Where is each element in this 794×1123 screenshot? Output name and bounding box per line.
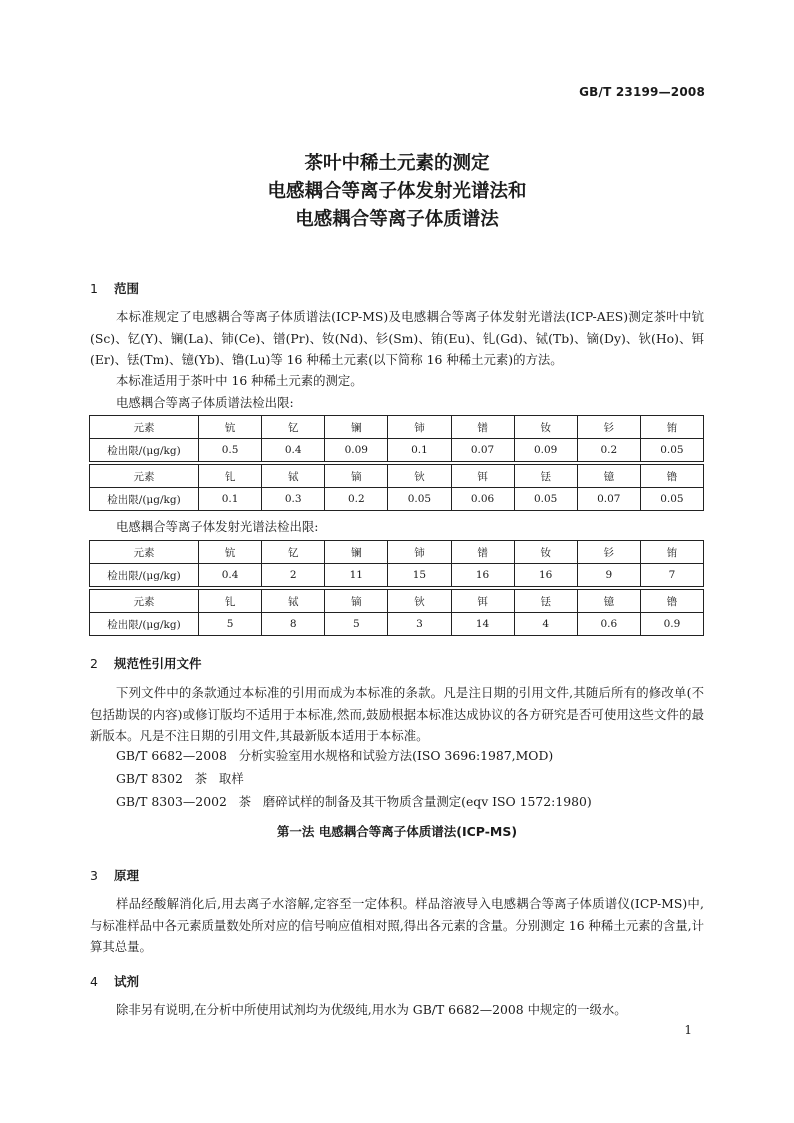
table-row — [90, 564, 704, 587]
table-cell: 0.1 — [199, 488, 262, 511]
section-title: 规范性引用文件 — [114, 656, 202, 671]
table-cell: 铕 — [640, 541, 703, 564]
table-cell: 铒 — [451, 465, 514, 488]
section-number: 1 — [90, 281, 98, 296]
table-cell: 7 — [640, 564, 703, 587]
element-label: 元素 — [90, 541, 199, 564]
table-cell: 0.05 — [640, 439, 703, 462]
table-cell: 钬 — [388, 465, 451, 488]
limit-label: 检出限/(μg/kg) — [90, 564, 199, 587]
table-cell: 铥 — [514, 590, 577, 613]
aes-table-caption: 电感耦合等离子体发射光谱法检出限: — [116, 519, 319, 534]
table-row — [90, 465, 704, 488]
table-cell: 0.07 — [577, 488, 640, 511]
table-row — [90, 488, 704, 511]
table-cell: 0.6 — [577, 613, 640, 636]
table-cell: 钆 — [199, 590, 262, 613]
section-number: 4 — [90, 974, 98, 989]
table-cell: 0.09 — [514, 439, 577, 462]
table-cell: 4 — [514, 613, 577, 636]
table-cell: 钬 — [388, 590, 451, 613]
table-cell: 镥 — [640, 590, 703, 613]
section-title: 范围 — [114, 281, 140, 296]
table-cell: 钇 — [262, 416, 325, 439]
table-cell: 铕 — [640, 416, 703, 439]
table-row — [90, 541, 704, 564]
table-cell: 铽 — [262, 590, 325, 613]
table-cell: 0.9 — [640, 613, 703, 636]
reference-gb-8303: GB/T 8303—2002 茶 磨碎试样的制备及其干物质含量测定(eqv ISO 1572:1980) — [116, 794, 592, 809]
table-cell: 0.4 — [262, 439, 325, 462]
section-2-para: 下列文件中的条款通过本标准的引用而成为本标准的条款。凡是注日期的引用文件,其随后所有的修改单(不包括勘误的内容)或修订版均不适用于本标准,然而,鼓励根据本标准达成协议的各方研究是否可使用这些文件的最新版本。凡是不注日期的引用文件,其最新版本适用于本标准。 — [90, 685, 704, 743]
ms-table-caption: 电感耦合等离子体质谱法检出限: — [116, 395, 294, 410]
table-cell: 0.5 — [199, 439, 262, 462]
section-4-heading — [90, 972, 139, 990]
table-cell: 16 — [451, 564, 514, 587]
element-label: 元素 — [90, 416, 199, 439]
document-title — [0, 150, 794, 234]
table-cell: 8 — [262, 613, 325, 636]
section-1-para-1: 本标准规定了电感耦合等离子体质谱法(ICP-MS)及电感耦合等离子体发射光谱法(ICP-AES)测定茶叶中钪(Sc)、钇(Y)、镧(La)、铈(Ce)、镨(Pr)、钕(Nd)、钐(Sm)、铕(Eu)、钆(Gd)、铽(Tb)、镝(Dy)、钬(Ho)、铒(Er)、铥(Tm)、镱(Yb)、镥(Lu)等 16 种稀土元素(以下简称 16 种稀土元素)的方法。 — [90, 309, 704, 367]
table-cell: 镧 — [325, 541, 388, 564]
table-cell: 镨 — [451, 541, 514, 564]
table-cell: 铒 — [451, 590, 514, 613]
table-cell: 2 — [262, 564, 325, 587]
aes-detection-limit-table — [89, 540, 704, 636]
section-title: 试剂 — [114, 974, 140, 989]
table-cell: 16 — [514, 564, 577, 587]
section-4-para: 除非另有说明,在分析中所使用试剂均为优级纯,用水为 GB/T 6682—2008 中规定的一级水。 — [116, 1002, 627, 1017]
section-1-para-2: 本标准适用于茶叶中 16 种稀土元素的测定。 — [116, 373, 363, 388]
limit-label: 检出限/(μg/kg) — [90, 488, 199, 511]
title-line-2: 电感耦合等离子体发射光谱法和 — [267, 181, 527, 202]
standard-code: GB/T 23199—2008 — [579, 85, 705, 99]
table-cell: 5 — [199, 613, 262, 636]
table-cell: 15 — [388, 564, 451, 587]
table-cell: 0.2 — [325, 488, 388, 511]
limit-label: 检出限/(μg/kg) — [90, 613, 199, 636]
table-cell: 钕 — [514, 541, 577, 564]
table-cell: 0.1 — [388, 439, 451, 462]
section-number: 2 — [90, 656, 98, 671]
table-cell: 钇 — [262, 541, 325, 564]
table-cell: 镝 — [325, 465, 388, 488]
table-cell: 9 — [577, 564, 640, 587]
table-cell: 镱 — [577, 465, 640, 488]
table-cell: 0.06 — [451, 488, 514, 511]
table-cell: 钪 — [199, 541, 262, 564]
element-label: 元素 — [90, 465, 199, 488]
table-cell: 钕 — [514, 416, 577, 439]
section-3-heading — [90, 866, 139, 884]
table-cell: 钐 — [577, 541, 640, 564]
section-3-para: 样品经酸解消化后,用去离子水溶解,定容至一定体积。样品溶液导入电感耦合等离子体质谱仪(ICP-MS)中,与标准样品中各元素质量数处所对应的信号响应值相对照,得出各元素的含量。分别测定 16 种稀土元素的含量,计算其总量。 — [90, 896, 704, 954]
section-title: 原理 — [114, 868, 140, 883]
table-cell: 0.05 — [388, 488, 451, 511]
method-1-title: 第一法 电感耦合等离子体质谱法(ICP-MS) — [276, 824, 518, 839]
table-cell: 11 — [325, 564, 388, 587]
table-cell: 铽 — [262, 465, 325, 488]
table-row — [90, 613, 704, 636]
table-cell: 0.4 — [199, 564, 262, 587]
table-cell: 镧 — [325, 416, 388, 439]
table-cell: 铈 — [388, 416, 451, 439]
table-row — [90, 590, 704, 613]
table-row — [90, 416, 704, 439]
table-cell: 3 — [388, 613, 451, 636]
title-line-1: 茶叶中稀土元素的测定 — [304, 153, 490, 174]
reference-gb-6682: GB/T 6682—2008 分析实验室用水规格和试验方法(ISO 3696:1987,MOD) — [116, 748, 554, 763]
table-cell: 5 — [325, 613, 388, 636]
limit-label: 检出限/(μg/kg) — [90, 439, 199, 462]
table-row — [90, 439, 704, 462]
table-cell: 铈 — [388, 541, 451, 564]
ms-detection-limit-table — [89, 415, 704, 511]
table-cell: 0.05 — [640, 488, 703, 511]
table-cell: 0.05 — [514, 488, 577, 511]
table-cell: 钆 — [199, 465, 262, 488]
table-cell: 0.09 — [325, 439, 388, 462]
table-cell: 镥 — [640, 465, 703, 488]
title-line-3: 电感耦合等离子体质谱法 — [295, 209, 499, 230]
table-cell: 钐 — [577, 416, 640, 439]
table-cell: 钪 — [199, 416, 262, 439]
reference-gb-8302: GB/T 8302 茶 取样 — [116, 771, 244, 786]
section-number: 3 — [90, 868, 98, 883]
table-cell: 镨 — [451, 416, 514, 439]
table-cell: 铥 — [514, 465, 577, 488]
table-cell: 0.3 — [262, 488, 325, 511]
table-cell: 0.07 — [451, 439, 514, 462]
table-cell: 镝 — [325, 590, 388, 613]
table-cell: 镱 — [577, 590, 640, 613]
section-1-heading — [90, 279, 139, 297]
table-cell: 14 — [451, 613, 514, 636]
section-2-heading — [90, 654, 202, 672]
table-cell: 0.2 — [577, 439, 640, 462]
page-number: 1 — [684, 1023, 692, 1037]
element-label: 元素 — [90, 590, 199, 613]
